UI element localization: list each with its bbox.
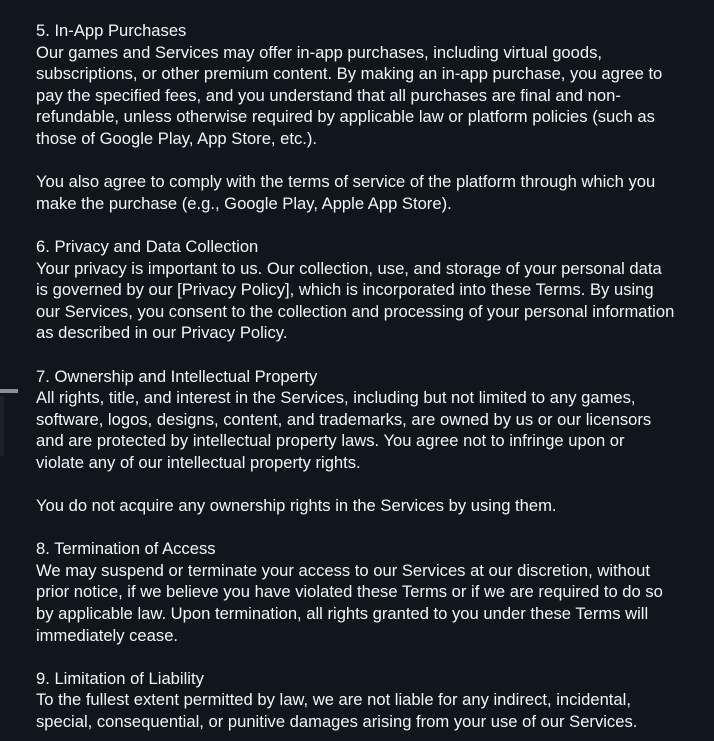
terms-content xyxy=(36,20,676,733)
section-heading: 5. In-App Purchases xyxy=(36,21,187,40)
section-paragraph: Your privacy is important to us. Our collection, use, and storage of your personal data is governed by our [Privacy Policy], which is incorporated into these Terms. By using our Services, you consent to the collection and processing of your personal information as described in our Privacy Policy. xyxy=(36,258,675,343)
panel-edge-handle xyxy=(0,389,18,393)
section-paragraph: You do not acquire any ownership rights in the Services by using them. xyxy=(36,496,557,516)
section-limitation-of-liability xyxy=(36,668,676,733)
section-in-app-purchases xyxy=(36,20,676,214)
section-paragraph: We may suspend or terminate your access to our Services at our discretion, without prior notice, if we believe you have violated these Terms or if we are required to do so by applicable law. Upon termination, all rights granted to you under these Terms will immediately cease. xyxy=(36,560,663,645)
section-heading: 8. Termination of Access xyxy=(36,539,216,559)
panel-edge-divider xyxy=(0,396,4,456)
section-heading: 6. Privacy and Data Collection xyxy=(36,236,259,256)
section-paragraph: Our games and Services may offer in-app purchases, including virtual goods, subscriptions, or other premium content. By making an in-app purchase, you agree to pay the specified fees, and you understand that all purchases are final and non-refundable, unless otherwise required by applicable law or platform policies (such as those of Google Play, App Store, etc.). xyxy=(36,42,663,148)
section-termination-of-access xyxy=(36,538,676,646)
section-privacy-data-collection xyxy=(36,236,676,344)
section-paragraph: To the fullest extent permitted by law, we are not liable for any indirect, incidental, special, consequential, or punitive damages arising from your use of our Services. xyxy=(36,690,638,731)
section-paragraph: All rights, title, and interest in the Services, including but not limited to any games, software, logos, designs, content, and trademarks, are owned by us or our licensors and are protected by intellectual property laws. You agree not to infringe upon or violate any of our intellectual property rights. xyxy=(36,388,652,472)
section-paragraph: You also agree to comply with the terms of service of the platform through which you make the purchase (e.g., Google Play, Apple App Store). xyxy=(36,172,656,213)
section-heading: 9. Limitation of Liability xyxy=(36,668,204,688)
section-ownership-ip xyxy=(36,366,676,517)
section-heading: 7. Ownership and Intellectual Property xyxy=(36,366,318,386)
